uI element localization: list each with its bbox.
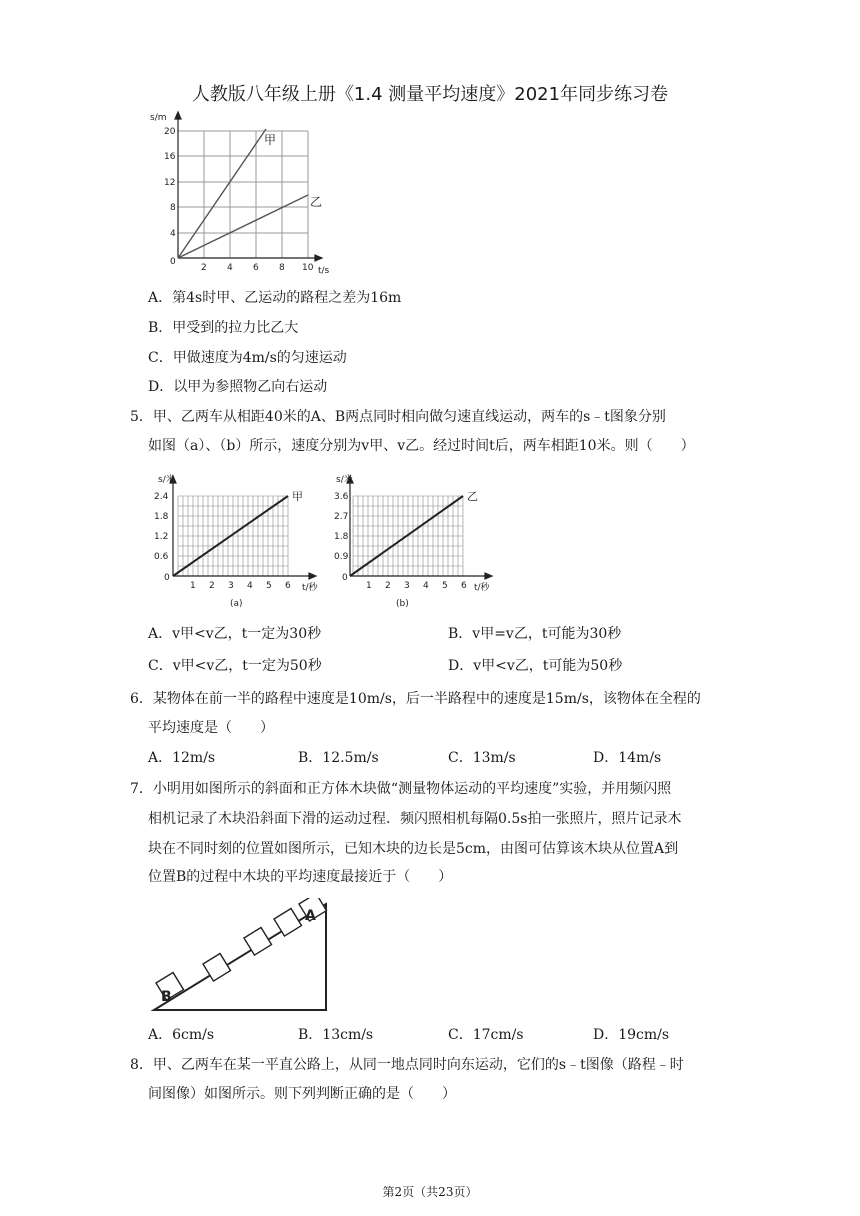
figure-incline (148, 898, 338, 1018)
q6-stem-line1: 6．某物体在前一半的路程中速度是10m/s，后一半路程中的速度是15m/s，该物体在全程的 (130, 691, 701, 707)
x-tick: 2 (201, 263, 207, 273)
x-tick: 1 (366, 581, 372, 591)
q5-stem-line2: 如图（a）、（b）所示，速度分别为v甲、v乙。经过时间t后，两车相距10米。则（ ） (148, 438, 695, 454)
line-yi-label: 乙 (310, 195, 323, 209)
line-yi (178, 195, 308, 258)
x-tick: 6 (285, 581, 291, 591)
q5-option-a: A．v甲<v乙，t一定为30秒 (148, 626, 322, 642)
y-tick: 1.8 (334, 532, 349, 542)
block (274, 909, 302, 937)
x-tick: 6 (461, 581, 467, 591)
x-tick: 6 (253, 263, 259, 273)
q4-option-b: B．甲受到的拉力比乙大 (148, 320, 299, 336)
y-tick: 1.8 (154, 512, 169, 522)
figure-st-graph-b (322, 470, 512, 612)
x-tick: 3 (404, 581, 410, 591)
figure-st-graph-q4 (142, 108, 342, 280)
label-b: B (161, 989, 172, 1005)
x-tick: 4 (423, 581, 429, 591)
y-tick: 8 (170, 203, 176, 213)
y-tick: 3.6 (334, 492, 349, 502)
x-axis-label: t/秒 (302, 583, 318, 593)
x-tick: 2 (209, 581, 215, 591)
y-tick: 12 (164, 178, 176, 188)
q5-option-b: B．v甲=v乙，t可能为30秒 (448, 626, 622, 642)
q7-option-b: B．13cm/s (298, 1027, 374, 1043)
y-tick: 4 (170, 229, 176, 239)
q4-option-c: C．甲做速度为4m/s的匀速运动 (148, 350, 347, 366)
y-tick: 16 (164, 152, 176, 162)
x-tick: 10 (302, 263, 314, 273)
y-tick: 2.4 (154, 492, 169, 502)
y-axis-label: s/米 (336, 475, 353, 485)
origin-label: 0 (342, 573, 348, 583)
q7-option-c: C．17cm/s (448, 1027, 524, 1043)
x-tick: 5 (442, 581, 448, 591)
figure-caption: (b) (396, 599, 409, 609)
x-tick: 4 (247, 581, 253, 591)
x-tick: 5 (266, 581, 272, 591)
y-tick: 20 (164, 127, 176, 137)
y-axis-label: s/米 (158, 475, 175, 485)
q6-option-d: D．14m/s (593, 750, 662, 766)
q6-option-a: A．12m/s (148, 750, 216, 766)
y-axis-label: s/m (150, 113, 167, 123)
q8-stem-line2: 间图像）如图所示。则下列判断正确的是（ ） (148, 1086, 456, 1102)
page-title: 人教版八年级上册《1.4 测量平均速度》2021年同步练习卷 (191, 84, 669, 105)
q8-stem-line1: 8．甲、乙两车在某一平直公路上，从同一地点同时向东运动，它们的s﹣t图像（路程﹣时 (130, 1057, 684, 1073)
q7-stem-line2: 相机记录了木块沿斜面下滑的运动过程．频闪照相机每隔0.5s拍一张照片，照片记录木 (148, 811, 682, 827)
x-tick: 2 (385, 581, 391, 591)
y-tick: 1.2 (154, 532, 169, 542)
q7-stem-line4: 位置B的过程中木块的平均速度最接近于（ ） (148, 869, 453, 885)
figure-st-graph-a (142, 470, 332, 612)
line-jia (178, 129, 266, 258)
q6-option-c: C．13m/s (448, 750, 516, 766)
x-axis-label: t/秒 (474, 583, 490, 593)
y-tick: 2.7 (334, 512, 349, 522)
q5-option-d: D．v甲<v乙，t可能为50秒 (448, 658, 623, 674)
line-label: 甲 (292, 490, 303, 503)
q4-option-a: A．第4s时甲、乙运动的路程之差为16m (148, 290, 402, 306)
y-tick: 0.9 (334, 552, 349, 562)
line-label: 乙 (467, 490, 478, 503)
q6-stem-line2: 平均速度是（ ） (148, 720, 274, 736)
q7-option-d: D．19cm/s (593, 1027, 670, 1043)
x-tick: 8 (279, 263, 285, 273)
q4-option-d: D．以甲为参照物乙向右运动 (148, 379, 328, 395)
x-tick: 3 (228, 581, 234, 591)
q6-option-b: B．12.5m/s (298, 750, 379, 766)
x-axis-label: t/s (318, 266, 330, 276)
y-tick: 0.6 (154, 552, 169, 562)
figure-caption: (a) (230, 599, 243, 609)
q7-stem-line1: 7．小明用如图所示的斜面和正方体木块做“测量物体运动的平均速度”实验，并用频闪照 (130, 781, 672, 797)
origin-label: 0 (170, 257, 176, 267)
x-tick: 4 (227, 263, 233, 273)
origin-label: 0 (164, 573, 170, 583)
x-tick: 1 (190, 581, 196, 591)
q7-option-a: A．6cm/s (148, 1027, 215, 1043)
label-a: A (305, 908, 316, 924)
q7-stem-line3: 块在不同时刻的位置如图所示，已知木块的边长是5cm，由图可估算该木块从位置A到 (148, 841, 679, 857)
q5-stem-line1: 5．甲、乙两车从相距40米的A、B两点同时相向做匀速直线运动，两车的s﹣t图象分别 (130, 409, 666, 425)
q5-option-c: C．v甲<v乙，t一定为50秒 (148, 658, 322, 674)
line-jia-label: 甲 (264, 133, 277, 147)
page-footer: 第2页（共23页） (382, 1185, 478, 1199)
